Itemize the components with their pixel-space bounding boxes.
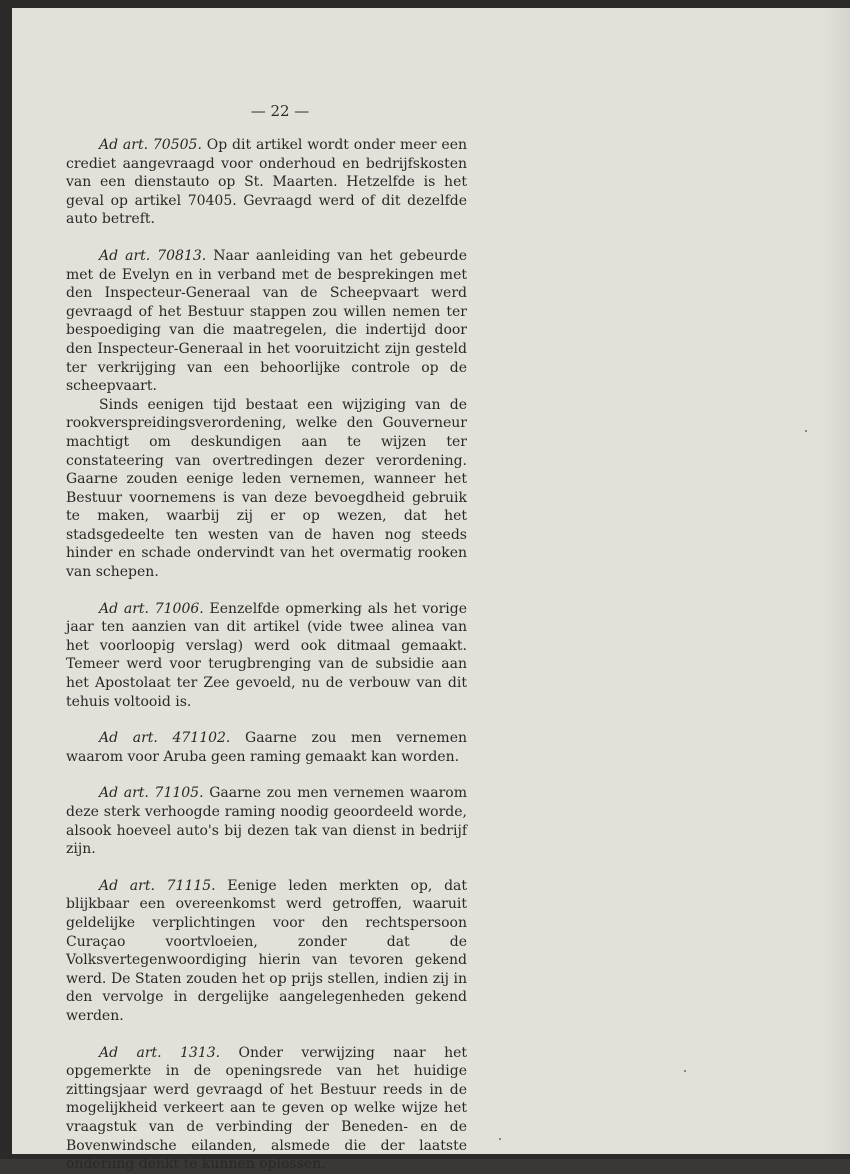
article-heading: Ad art. 70505. bbox=[99, 137, 202, 153]
paragraph-text: Eenige leden merkten op, dat blijkbaar een overeenkomst werd getroffen, waaruit geldelijke verplichtingen voor den rechtspersoon Curaçao voortvloeien, zonder dat de Volksvertegenwoordiging hierin van tevoren gekend werd. De Staten zouden het op prijs stellen, indien zij in den vervolge in dergelijke aangelegenheden gekend werden. bbox=[66, 877, 467, 1024]
paragraph-art-71105 bbox=[66, 784, 467, 858]
paragraph-art-71006 bbox=[66, 600, 467, 712]
paragraph-art-71115 bbox=[66, 877, 467, 1026]
article-heading: Ad art. 71105. bbox=[99, 785, 204, 802]
paragraph-text: Sinds eenigen tijd bestaat een wijziging van de rookverspreidingsverordening, welke den Gouverneur machtigt om deskundigen aan te wijzen ter constateering van overtredingen dezer verordening. Gaarne zouden eenige leden vernemen, wanneer het Bestuur voornemens is van deze bevoegdheid gebruik te maken, waarbij zij er op wezen, dat het stadsgedeelte ten westen van de haven nog steeds hinder en schade ondervindt van het overmatig rooken van schepen. bbox=[66, 396, 467, 581]
page-body bbox=[66, 136, 467, 1174]
paragraph-art-70813 bbox=[66, 247, 467, 396]
paragraph-text: Onder verwijzing naar het opgemerkte in de openingsrede van het huidige zittingsjaar werd gevraagd of het Bestuur reeds in de mogelijkheid verkeert aan te geven op welke wijze het vraagstuk van de verbinding der Beneden- en de Bovenwindsche eilanden, alsmede die der laatste onderling denkt te kunnen oplossen. bbox=[66, 1044, 468, 1173]
article-heading: Ad art. 471102. bbox=[99, 730, 231, 747]
article-heading: Ad art. 70813. bbox=[99, 247, 207, 264]
paper-page bbox=[12, 8, 850, 1173]
paragraph-text: Gaarne zou men vernemen waarom voor Aruba geen raming gemaakt kan worden. bbox=[66, 730, 467, 765]
paper-speck bbox=[805, 430, 807, 432]
paragraph-text: Eenzelfde opmerking als het vorige jaar ten aanzien van dit artikel (vide twee alinea van het voorloopig verslag) werd ook ditmaal gemaakt. Temeer werd voor terugbrenging van de subsidie aan het Apostolaat ter Zee gevoeld, nu de verbouw van dit tehuis voltooid is. bbox=[66, 600, 467, 710]
paragraph-text: Naar aanleiding van het gebeurde met de Evelyn en in verband met de besprekingen met den Inspecteur-Generaal van de Scheepvaart werd gevraagd of het Bestuur stappen zou willen nemen ter bespoediging van die maatregelen, die indertijd door den Inspecteur-Generaal in het vooruitzicht zijn gesteld ter verkrijging van een behoorlijke controle op de scheepvaart. bbox=[66, 247, 468, 395]
page-number: — 22 — bbox=[250, 102, 310, 120]
paragraph-text: Op dit artikel wordt onder meer een crediet aangevraagd voor onderhoud en bedrijfskosten van een dienstauto op St. Maarten. Hetzelfde is het geval op artikel 70405. Gevraagd werd of dit dezelfde auto betreft. bbox=[66, 137, 467, 228]
paragraph-art-71102 bbox=[66, 729, 467, 766]
paper-speck bbox=[684, 1070, 686, 1072]
paragraph-text: Gaarne zou men vernemen waarom deze sterk verhoogde raming noodig geoordeeld worde, alsook hoeveel auto's bij dezen tak van dienst in bedrijf zijn. bbox=[66, 785, 468, 858]
page-edge-shadow bbox=[824, 8, 850, 1154]
paper-speck bbox=[499, 1138, 501, 1140]
article-heading: Ad art. 71115. bbox=[99, 877, 216, 894]
article-heading: Ad art. 1313. bbox=[99, 1044, 221, 1061]
paragraph-art-70505 bbox=[66, 136, 467, 229]
paragraph-rookverspreiding bbox=[66, 396, 467, 582]
paragraph-art-1313 bbox=[66, 1044, 467, 1174]
article-heading: Ad art. 71006. bbox=[99, 600, 204, 617]
